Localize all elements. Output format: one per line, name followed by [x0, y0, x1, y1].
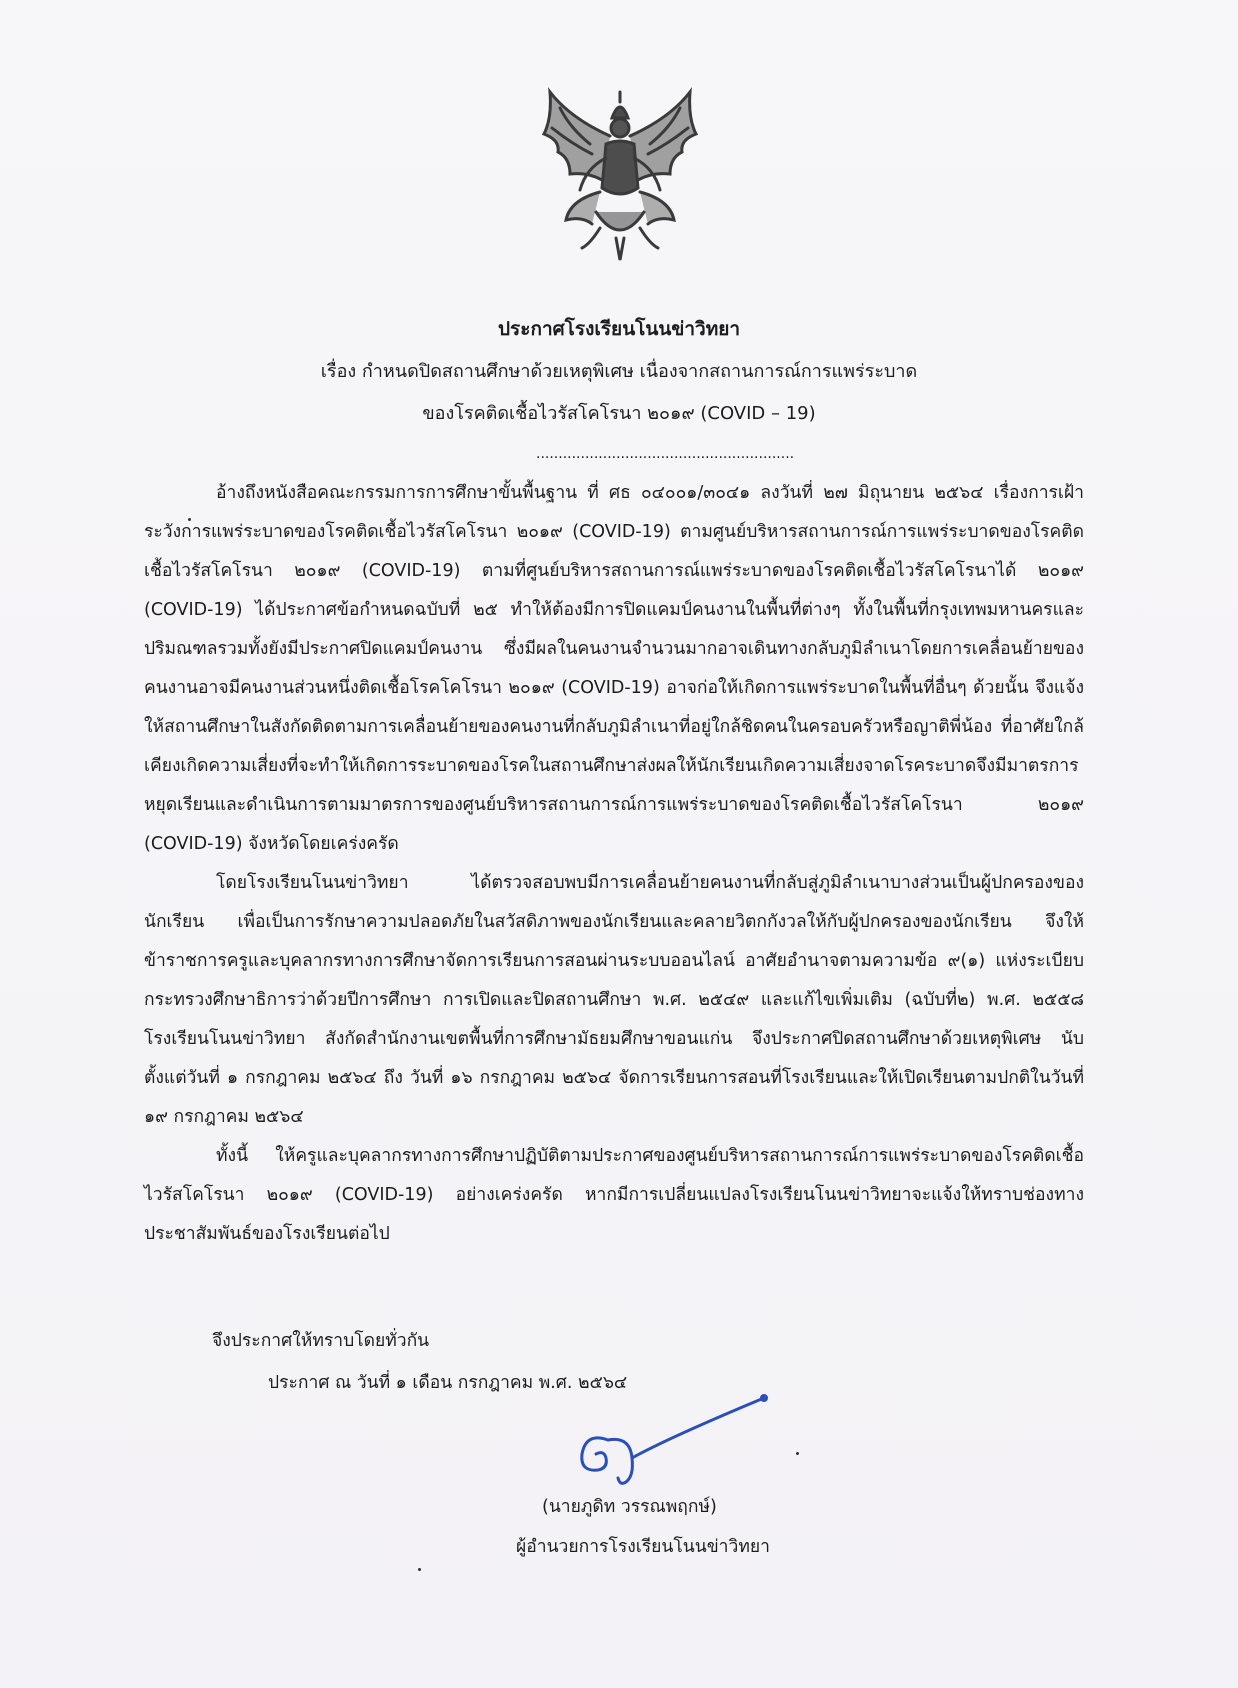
- handwritten-signature-icon: [568, 1392, 778, 1492]
- paper-speck: [418, 1568, 421, 1571]
- paper-speck: [188, 518, 191, 521]
- body-paragraph-1: อ้างถึงหนังสือคณะกรรมการการศึกษาขั้นพื้นฐาน ที่ ศธ ๐๔๐๐๑/๓๐๔๑ ลงวันที่ ๒๗ มิถุนายน ๒๕๖๔ เรื่องการเฝ้าระวังการแพร่ระบาดของโรคติดเชื้อไวรัสโคโรนา ๒๐๑๙ (COVID-19) ตามศูนย์บริหารสถานการณ์การแพร่ระบาดของโรคติดเชื้อไวรัสโคโรนา ๒๐๑๙ (COVID-19) ตามที่ศูนย์บริหารสถานการณ์แพร่ระบาดของโรคติดเชื้อไวรัสโคโรนาได้ ๒๐๑๙ (COVID-19) ได้ประกาศข้อกำหนดฉบับที่ ๒๕ ทำให้ต้องมีการปิดแคมป์คนงานในพื้นที่ต่างๆ ทั้งในพื้นที่กรุงเทพมหานครและปริมณฑลรวมทั้งยังมีประกาศปิดแคมป์คนงาน ซึ่งมีผลในคนงานจำนวนมากอาจเดินทางกลับภูมิลำเนาโดยการเคลื่อนย้ายของคนงานอาจมีคนงานส่วนหนึ่งติดเชื้อโรคโคโรนา ๒๐๑๙ (COVID-19) อาจก่อให้เกิดการแพร่ระบาดในพื้นที่อื่นๆ ด้วยนั้น จึงแจ้งให้สถานศึกษาในสังกัดติดตามการเคลื่อนย้ายของคนงานที่กลับภูมิลำเนาที่อยู่ใกล้ชิดคนในครอบครัวหรือญาติพี่น้อง ที่อาศัยใกล้เคียงเกิดความเสี่ยงที่จะทำให้เกิดการระบาดของโรคในสถานศึกษาส่งผลให้นักเรียนเกิดความเสี่ยงจาดโรคระบาดจึงมีมาตรการหยุดเรียนและดำเนินการตามมาตรการของศูนย์บริหารสถานการณ์การแพร่ระบาดของโรคติดเชื้อไวรัสโคโรนา ๒๐๑๙ (COVID-19) จังหวัดโดยเคร่งครัด: [144, 483, 1084, 854]
- signer-name: (นายภูดิท วรรณพฤกษ์): [542, 1497, 717, 1517]
- announcement-body: [144, 474, 1084, 1254]
- closing-statement: จึงประกาศให้ทราบโดยทั่วกัน: [212, 1331, 430, 1351]
- body-paragraph-3: ทั้งนี้ ให้ครูและบุคลากรทางการศึกษาปฏิบัติตามประกาศของศูนย์บริหารสถานการณ์การแพร่ระบาดของโรคติดเชื้อไวรัสโคโรนา ๒๐๑๙ (COVID-19) อย่างเคร่งครัด หากมีการเปลี่ยนแปลงโรงเรียนโนนข่าวิทยาจะแจ้งให้ทราบช่องทางประชาสัมพันธ์ของโรงเรียนต่อไป: [144, 1146, 1084, 1244]
- subject-line-1: เรื่อง กำหนดปิดสถานศึกษาด้วยเหตุพิเศษ เนื่องจากสถานการณ์การแพร่ระบาด: [320, 361, 918, 382]
- subject-line-2: ของโรคติดเชื้อไวรัสโคโรนา ๒๐๑๙ (COVID – 19): [422, 403, 816, 424]
- signer-position: ผู้อำนวยการโรงเรียนโนนข่าวิทยา: [516, 1537, 770, 1557]
- announcement-date: ประกาศ ณ วันที่ ๑ เดือน กรกฎาคม พ.ศ. ๒๕๖๔: [268, 1373, 628, 1393]
- paper-speck: [796, 1452, 799, 1455]
- body-paragraph-2: โดยโรงเรียนโนนข่าวิทยา ได้ตรวจสอบพบมีการเคลื่อนย้ายคนงานที่กลับสู่ภูมิลำเนาบางส่วนเป็นผู้ปกครองของนักเรียน เพื่อเป็นการรักษาความปลอดภัยในสวัสดิภาพของนักเรียนและคลายวิตกกังวลให้กับผู้ปกครองของนักเรียน จึงให้ข้าราชการครูและบุคลากรทางการศึกษาจัดการเรียนการสอนผ่านระบบออนไลน์ อาศัยอำนาจตามความข้อ ๙(๑) แห่งระเบียบกระทรวงศึกษาธิการว่าด้วยปีการศึกษา การเปิดและปิดสถานศึกษา พ.ศ. ๒๕๔๙ และแก้ไขเพิ่มเติม (ฉบับที่๒) พ.ศ. ๒๕๕๘ โรงเรียนโนนข่าวิทยา สังกัดสำนักงานเขตพื้นที่การศึกษามัธยมศึกษาขอนแก่น จึงประกาศปิดสถานศึกษาด้วยเหตุพิเศษ นับตั้งแต่วันที่ ๑ กรกฎาคม ๒๕๖๔ ถึง วันที่ ๑๖ กรกฎาคม ๒๕๖๔ จัดการเรียนการสอนที่โรงเรียนและให้เปิดเรียนตามปกติในวันที่ ๑๙ กรกฎาคม ๒๕๖๔: [144, 873, 1084, 1127]
- garuda-emblem-icon: [530, 88, 710, 266]
- announcement-title: ประกาศโรงเรียนโนนข่าวิทยา: [497, 318, 741, 340]
- separator-dots: ..........................................................: [536, 446, 795, 462]
